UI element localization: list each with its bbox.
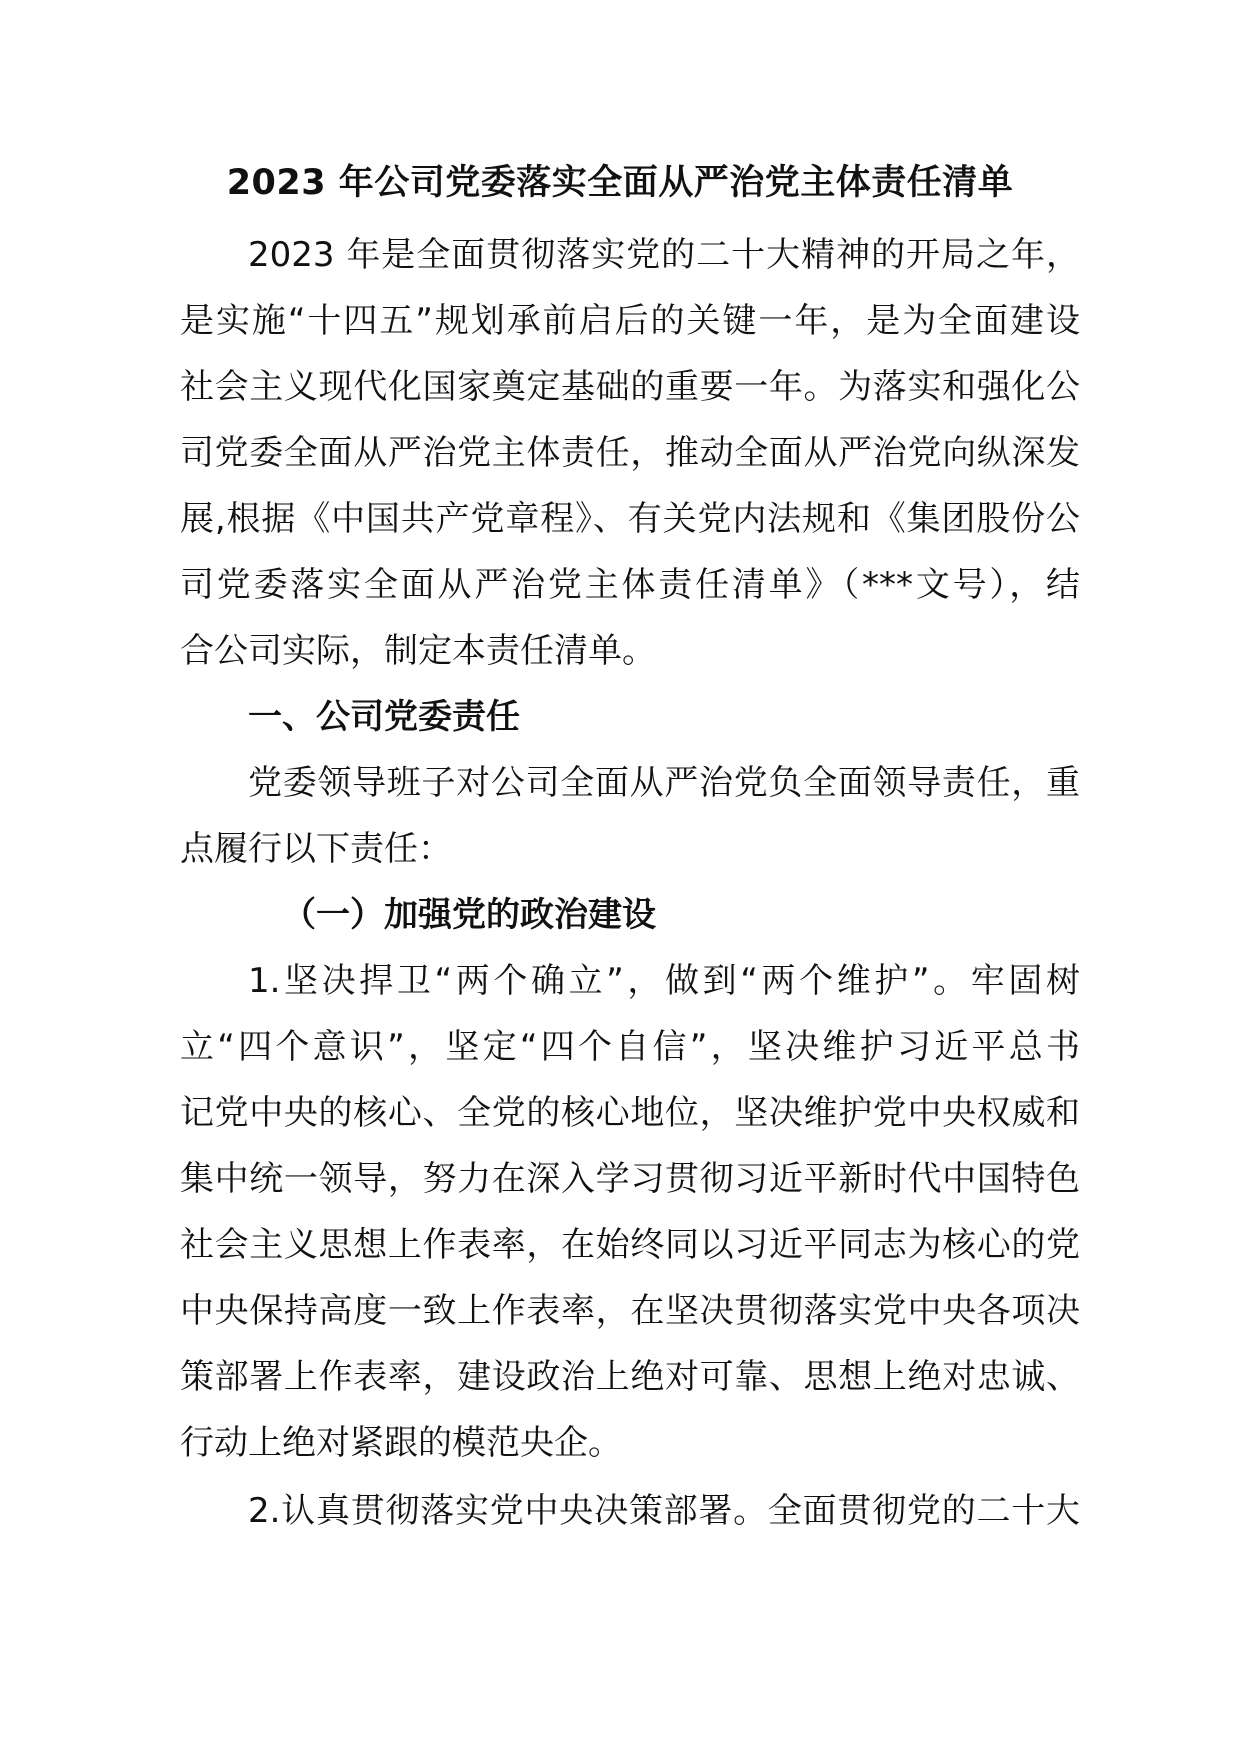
text-line: 展,根据《中国共产党章程》、有关党内法规和《集团股份公 <box>180 499 1080 539</box>
text-line: 2023 年是全面贯彻落实党的二十大精神的开局之年， <box>248 235 1080 275</box>
text-line: 是实施“十四五”规划承前启后的关键一年，是为全面建设 <box>180 301 1080 341</box>
text-line: 党委领导班子对公司全面从严治党负全面领导责任，重 <box>248 763 1080 803</box>
text-line: 1.坚决捍卫“两个确立”，做到“两个维护”。牢固树 <box>248 961 1080 1001</box>
section-1 <box>180 684 1080 948</box>
item-2-paragraph <box>180 1478 1080 1544</box>
text-line: 中央保持高度一致上作表率，在坚决贯彻落实党中央各项决 <box>180 1291 1080 1331</box>
text-line: 点履行以下责任： <box>180 829 452 869</box>
document-title: 2023 年公司党委落实全面从严治党主体责任清单 <box>226 163 1014 203</box>
section-heading: 一、公司党委责任 <box>248 697 520 737</box>
text-line: 集中统一领导，努力在深入学习贯彻习近平新时代中国特色 <box>180 1159 1080 1199</box>
text-line: 立“四个意识”，坚定“四个自信”，坚决维护习近平总书 <box>180 1027 1080 1067</box>
text-line: 社会主义现代化国家奠定基础的重要一年。为落实和强化公 <box>180 367 1080 407</box>
text-line: 司党委全面从严治党主体责任，推动全面从严治党向纵深发 <box>180 433 1080 473</box>
text-line: 2.认真贯彻落实党中央决策部署。全面贯彻党的二十大 <box>248 1491 1080 1531</box>
text-line: 合公司实际，制定本责任清单。 <box>180 631 656 671</box>
intro-paragraph <box>180 222 1080 684</box>
text-line: 策部署上作表率，建设政治上绝对可靠、思想上绝对忠诚、 <box>180 1357 1080 1397</box>
item-1-paragraph <box>180 948 1080 1476</box>
text-line: 司党委落实全面从严治党主体责任清单》（***文号），结 <box>180 565 1080 605</box>
text-line: 记党中央的核心、全党的核心地位，坚决维护党中央权威和 <box>180 1093 1080 1133</box>
subsection-heading: （一）加强党的政治建设 <box>282 895 656 935</box>
text-line: 行动上绝对紧跟的模范央企。 <box>180 1423 622 1463</box>
text-line: 社会主义思想上作表率，在始终同以习近平同志为核心的党 <box>180 1225 1080 1265</box>
